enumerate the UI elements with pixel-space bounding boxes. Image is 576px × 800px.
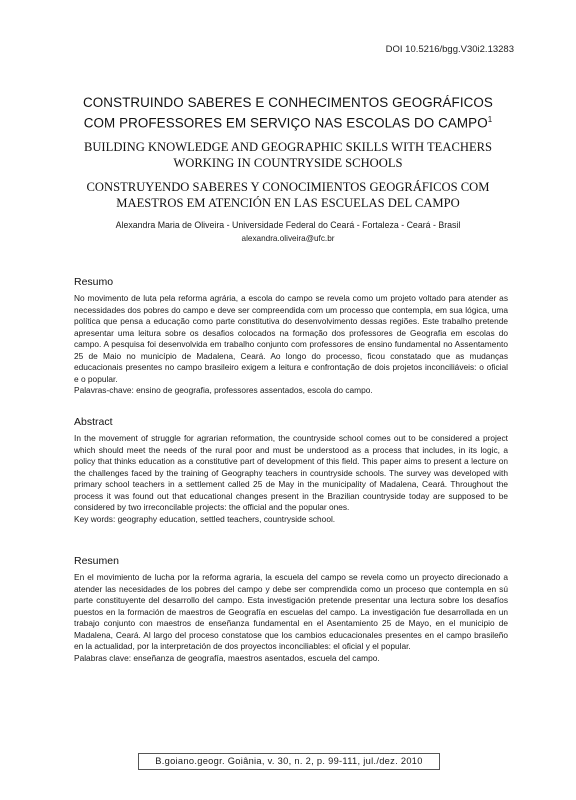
title-pt-line2 [0, 111, 576, 131]
abstract-body: In the movement of struggle for agrarian reformation, the countryside school comes out to be considered a project which should meet the needs of the rural poor and must be understood as a process that includes, in its logic, a policy that thinks education as a constitutive part of development of this field. This paper aims to present a lecture on the challenges faced by the training of Geography teachers in countryside schools. The survey was developed with primary school teachers in a settlement called 25 de May in the municipality of Madalena, Ceará. Throughout the process it was found out that educational changes present in the Brazilian countryside today are supposed to be considered by two irreconcilable projects: the official and the popular ones. [74, 433, 508, 513]
footnote-mark: 1 [487, 115, 493, 124]
resumen-body: En el movimiento de lucha por la reforma agraria, la escuela del campo se revela como un proyecto direcionado a atender las necesidades de los pobres del campo y debe ser comprendida como un proceso que contempla en sú parte constituyente del desarrollo del campo. Esta investigación pretende presentar una lectura sobre los desafíos puestos en la formación de maestros de Geografía en escuelas del campo. La investigación fue desarrollada en un trabajo conjunto con maestros de enseñanza fundamental en el Asentamiento 25 de Mayo, en el municipio de Madalena, Ceará. Al largo del proceso constatose que los cambios educacionales presentes en el campo brasileño en la actualidad, por la interpretación de dos proyectos inconciliables: el oficial y el popular. [74, 572, 508, 652]
title-en-line2: WORKING IN COUNTRYSIDE SCHOOLS [173, 155, 403, 170]
title-en-line1: BUILDING KNOWLEDGE AND GEOGRAPHIC SKILLS WITH TEACHERS [83, 140, 493, 154]
resumen-heading: Resumen [74, 555, 119, 567]
abstract-keywords: Key words: geography education, settled teachers, countryside school. [74, 513, 336, 524]
doi-label: DOI 10.5216/bgg.V30i2.13283 [385, 44, 514, 55]
author-affiliation: Alexandra Maria de Oliveira - Universidade Federal do Ceará - Fortaleza - Ceará - Brasil [115, 220, 461, 230]
journal-citation-footer: B.goiano.geogr. Goiânia, v. 30, n. 2, p. 99-111, jul./dez. 2010 [138, 753, 440, 770]
resumo-heading: Resumo [74, 276, 114, 288]
title-english [0, 140, 576, 171]
resumen-keywords: Palabras clave: enseñanza de geografía, maestros asentados, escuela del campo. [74, 652, 380, 663]
title-es-line2: MAESTROS EM ATENCIÓN EN LAS ESCUELAS DEL CAMPO [116, 195, 460, 210]
author-email: alexandra.oliveira@ufc.br [241, 234, 335, 243]
abstract-heading: Abstract [74, 416, 113, 428]
resumo-body: No movimento de luta pela reforma agrária, a escola do campo se revela como um projeto voltado para atender as necessidades dos pobres do campo e deve ser compreendida com um processo que contempla, em sua lógica, uma política que pensa a educação como parte constitutiva do desenvolvimento dessas regiões. Este trabalho pretende apresentar uma leitura sobre os desafios colocados na formação dos professores de Geografia em escolas do campo. A pesquisa foi desenvolvida em trabalho conjunto com professores de ensino fundamental no Assentamento 25 de Maio no município de Madalena, Ceará. Ao longo do processo, ficou constatado que as mudanças educacionais presentes no campo brasileiro exigem a leitura e confrontação de dois projetos inconciliáveis: o oficial e o popular. [74, 293, 508, 384]
title-portuguese [0, 94, 576, 131]
title-es-line1: CONSTRUYENDO SABERES Y CONOCIMIENTOS GEOGRÁFICOS COM [86, 180, 490, 194]
resumen-section [74, 572, 508, 664]
resumo-keywords: Palavras-chave: ensino de geografia, professores assentados, escola do campo. [74, 385, 373, 396]
title-spanish [0, 180, 576, 211]
title-pt-line1: CONSTRUINDO SABERES E CONHECIMENTOS GEOGRÁFICOS [83, 95, 493, 110]
resumo-section [74, 293, 508, 397]
abstract-section [74, 433, 508, 525]
title-pt-line2-text: COM PROFESSORES EM SERVIÇO NAS ESCOLAS DO CAMPO [83, 115, 488, 131]
